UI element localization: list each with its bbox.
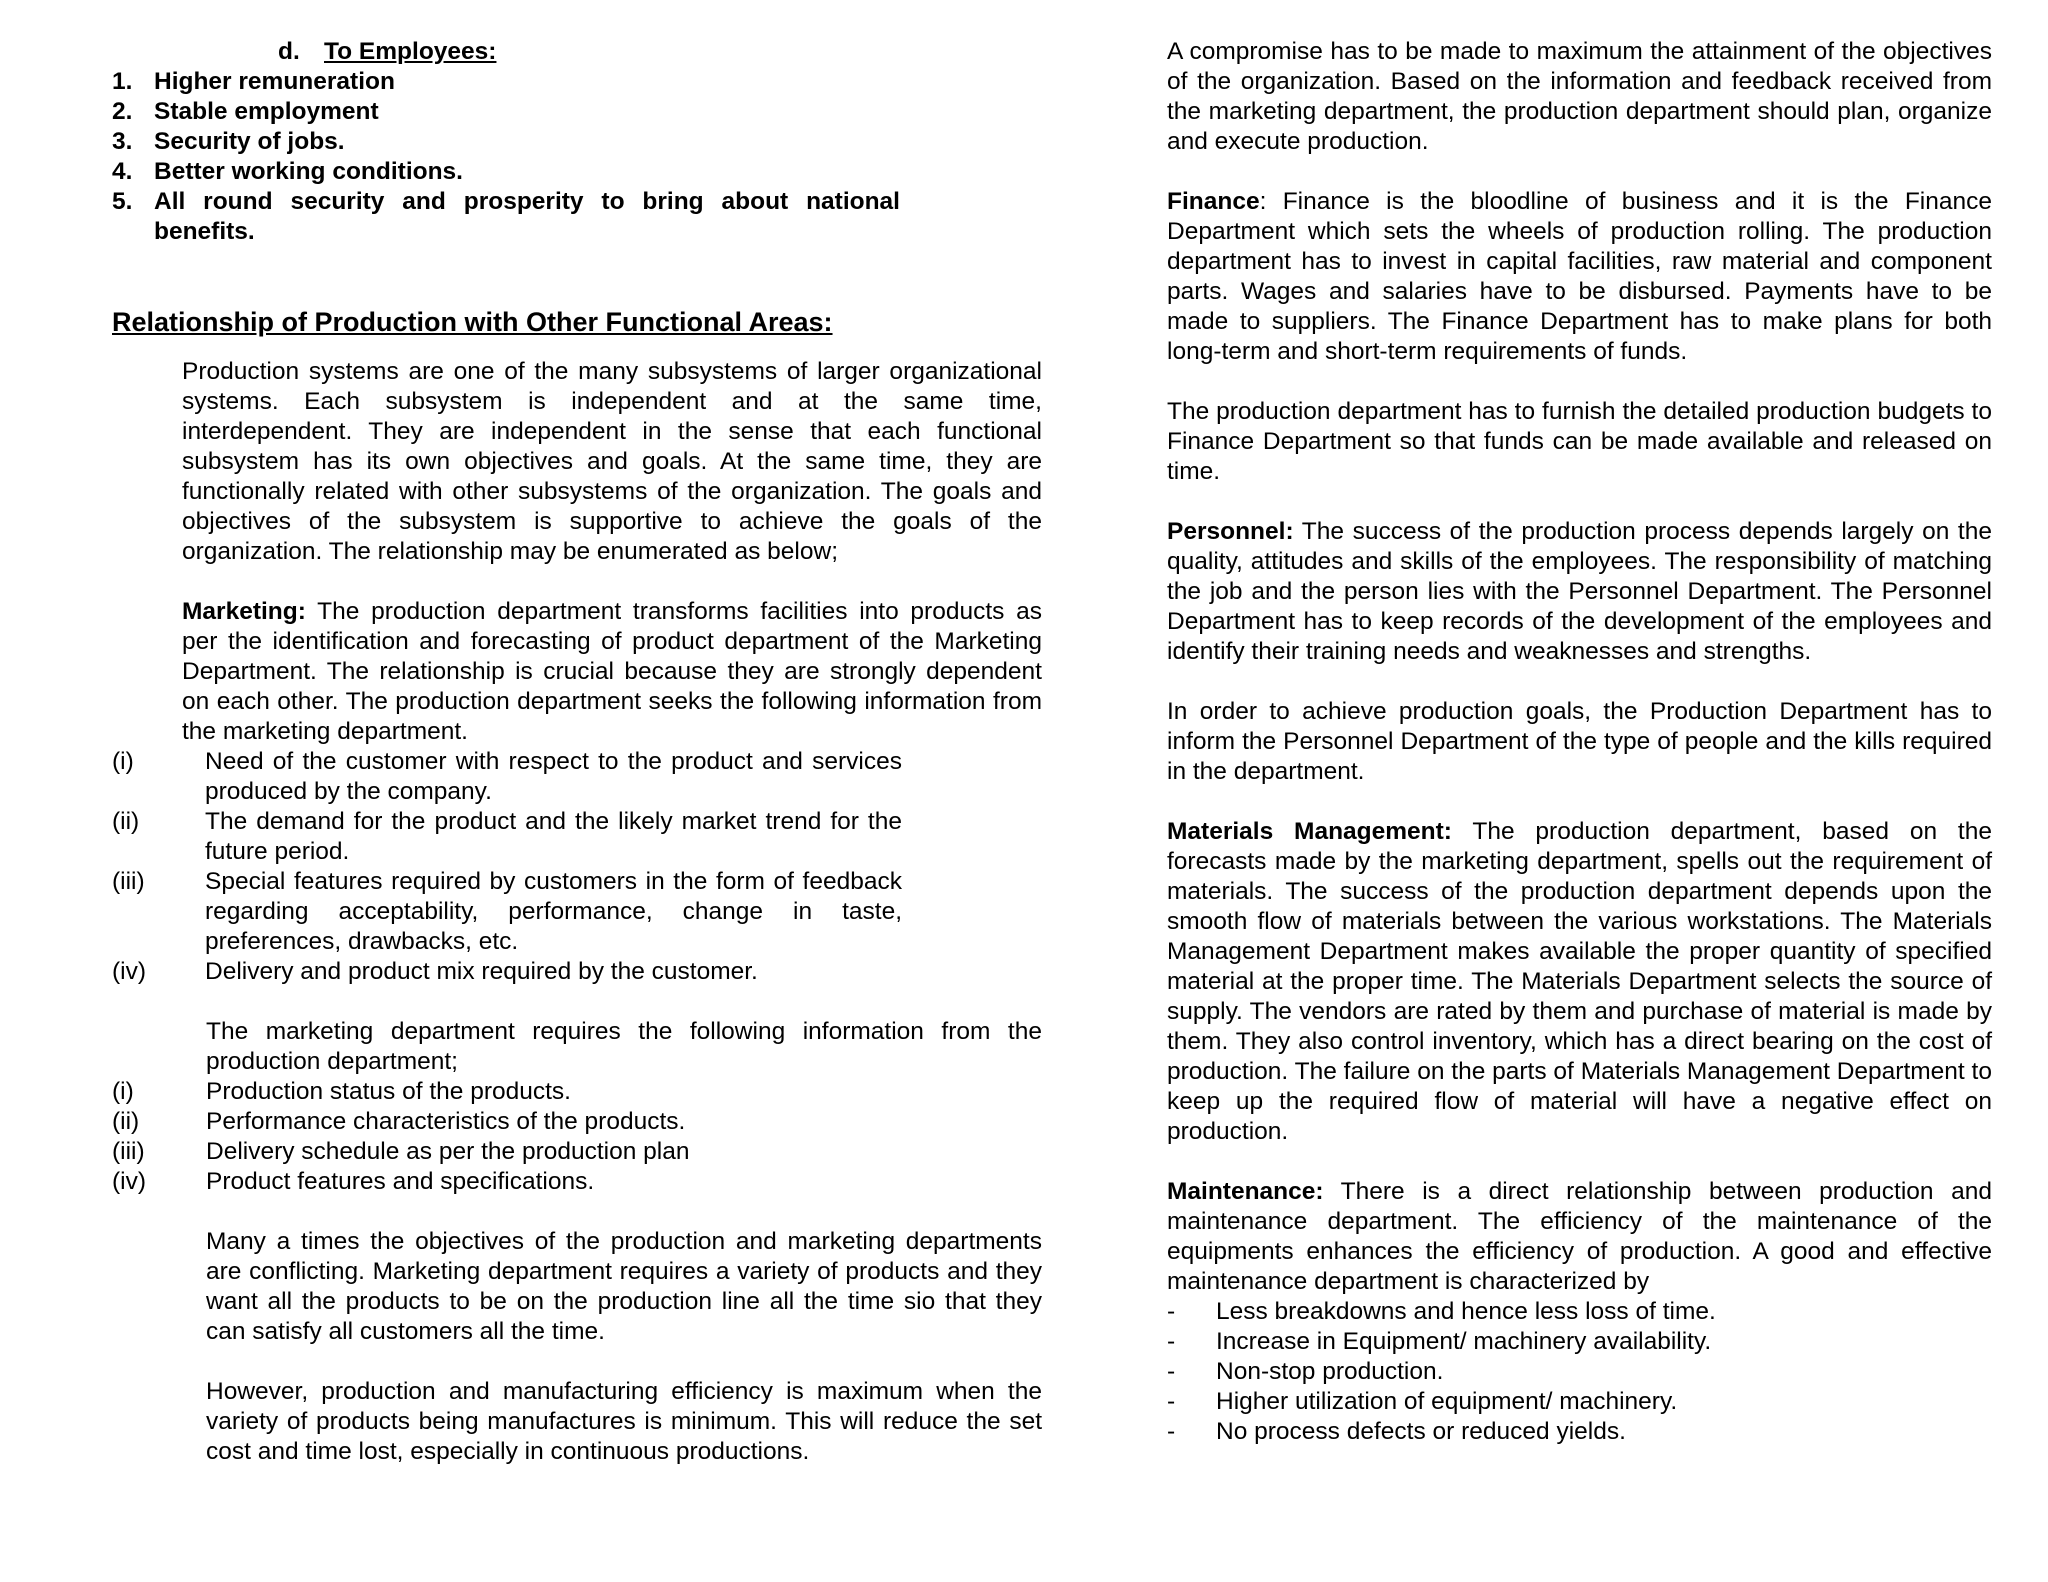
item-number: (iii) <box>112 1138 145 1165</box>
item-number: 3. <box>112 128 133 155</box>
item-text: Increase in Equipment/ machinery availability. <box>1216 1328 1712 1355</box>
left-column <box>112 37 1042 1467</box>
list-item <box>112 1137 898 1167</box>
list-item <box>112 957 902 987</box>
list-item <box>1167 1327 1992 1357</box>
personnel-goals-paragraph: In order to achieve production goals, the Production Department has to inform the Personnel Department of the type of people and the kills required in the department. <box>1167 698 1992 785</box>
item-text: Special features required by customers in the form of feedback regarding acceptability, performance, change in taste, preferences, drawbacks, etc. <box>205 868 902 955</box>
employees-heading <box>278 37 1042 67</box>
list-item <box>1167 1297 1992 1327</box>
item-number: 5. <box>112 188 133 215</box>
personnel-paragraph <box>1167 517 1992 667</box>
item-number: (iv) <box>112 958 147 985</box>
list-item <box>1167 1357 1992 1387</box>
materials-label: Materials Management: <box>1167 818 1452 845</box>
maintenance-text: There is a direct relationship between production and maintenance department. The efficiency of the maintenance of the equipments enhances the efficiency of production. A good and effective maintenance department is characterized by <box>1167 1178 1992 1295</box>
marketing-text: The production department transforms facilities into products as per the identification and forecasting of product department of the Marketing Department. The relationship is crucial because they are strongly dependent on each other. The production department seeks the following information from the marketing department. <box>182 598 1042 745</box>
section-heading: Relationship of Production with Other Functional Areas: <box>112 307 833 337</box>
marketing-requires-block <box>206 1017 1042 1077</box>
item-text: Product features and specifications. <box>206 1168 595 1195</box>
marketing-requires-paragraph: The marketing department requires the following information from the production department; <box>206 1018 1042 1075</box>
however-paragraph: However, production and manufacturing efficiency is maximum when the variety of products being manufactures is minimum. This will reduce the set cost and time lost, especially in continuous productions. <box>206 1378 1042 1465</box>
finance-label: Finance <box>1167 188 1260 215</box>
marketing-label: Marketing: <box>182 598 306 625</box>
compromise-paragraph: A compromise has to be made to maximum the attainment of the objectives of the organization. Based on the information and feedback received from the marketing department, the production department should plan, organize and execute production. <box>1167 38 1992 155</box>
item-text: Better working conditions. <box>154 158 463 185</box>
item-text: Higher remuneration <box>154 68 395 95</box>
intro-paragraph: Production systems are one of the many subsystems of larger organizational systems. Each subsystem is independent and at the same time, interdependent. They are independent in the sense that each functional subsystem has its own objectives and goals. At the same time, they are functionally related with other subsystems of the organization. The goals and objectives of the subsystem is supportive to achieve the goals of the organization. The relationship may be enumerated as below; <box>182 358 1042 565</box>
item-dash: - <box>1167 1388 1176 1415</box>
item-dash: - <box>1167 1298 1176 1325</box>
item-number: (iv) <box>112 1168 147 1195</box>
item-dash: - <box>1167 1328 1176 1355</box>
list-item <box>112 67 900 97</box>
item-number: (i) <box>112 748 134 775</box>
item-text: Stable employment <box>154 98 379 125</box>
conflict-paragraph: Many a times the objectives of the production and marketing departments are conflicting. Marketing department requires a variety of products and they want all the products to be on the production line all the time sio that they can satisfy all customers all the time. <box>206 1228 1042 1345</box>
item-number: 4. <box>112 158 133 185</box>
item-text: Performance characteristics of the products. <box>206 1108 686 1135</box>
personnel-text: The success of the production process depends largely on the quality, attitudes and skills of the employees. The responsibility of matching the job and the person lies with the Personnel Department. The Personnel Department has to keep records of the development of the employees and identify their training needs and weaknesses and strengths. <box>1167 518 1992 665</box>
list-item <box>112 1077 898 1107</box>
maintenance-label: Maintenance: <box>1167 1178 1324 1205</box>
item-text: Security of jobs. <box>154 128 345 155</box>
list-item <box>112 867 902 957</box>
right-column <box>1167 37 1992 1447</box>
materials-paragraph <box>1167 817 1992 1147</box>
item-number: (ii) <box>112 808 140 835</box>
item-text: Less breakdowns and hence less loss of time. <box>1216 1298 1716 1325</box>
item-text: Non-stop production. <box>1216 1358 1444 1385</box>
marketing-requires-list <box>112 1077 898 1197</box>
item-text: Production status of the products. <box>206 1078 571 1105</box>
list-item <box>112 1167 898 1197</box>
list-item <box>1167 1417 1992 1447</box>
list-item <box>112 747 902 807</box>
item-text: Need of the customer with respect to the product and services produced by the company. <box>205 748 902 805</box>
list-item <box>112 807 902 867</box>
marketing-needs-list <box>112 747 902 987</box>
item-text: The demand for the product and the likely market trend for the future period. <box>205 808 902 865</box>
item-dash: - <box>1167 1358 1176 1385</box>
item-text: No process defects or reduced yields. <box>1216 1418 1626 1445</box>
list-item <box>1167 1387 1992 1417</box>
item-text: Delivery and product mix required by the customer. <box>205 958 758 985</box>
item-text: Delivery schedule as per the production plan <box>206 1138 690 1165</box>
list-item <box>112 97 900 127</box>
employees-title: To Employees: <box>324 38 497 65</box>
item-number: 1. <box>112 68 133 95</box>
relationship-block <box>182 357 1042 747</box>
item-dash: - <box>1167 1418 1176 1445</box>
item-number: 2. <box>112 98 133 125</box>
item-text: All round security and prosperity to bring about national benefits. <box>154 188 900 245</box>
list-item <box>112 127 900 157</box>
employees-marker: d. <box>278 38 300 65</box>
employees-list <box>112 67 900 247</box>
materials-text: The production department, based on the forecasts made by the marketing department, spells out the requirement of materials. The success of the production department depends upon the smooth flow of materials between the various workstations. The Materials Management Department makes available the proper quantity of specified material at the proper time. The Materials Department selects the source of supply. The vendors are rated by them and purchase of material is made by them. They also control inventory, which has a direct bearing on the cost of production. The failure on the parts of Materials Management Department to keep up the required flow of material will have a negative effect on production. <box>1167 818 1992 1145</box>
list-item <box>112 157 900 187</box>
list-item <box>112 1107 898 1137</box>
finance-text: : Finance is the bloodline of business and it is the Finance Department which sets the wheels of production rolling. The production department has to invest in capital facilities, raw material and component parts. Wages and salaries have to be disbursed. Payments have to be made to suppliers. The Finance Department has to make plans for both long-term and short-term requirements of funds. <box>1167 188 1992 365</box>
marketing-paragraph <box>182 597 1042 747</box>
item-number: (ii) <box>112 1108 140 1135</box>
finance-paragraph <box>1167 187 1992 367</box>
maintenance-paragraph <box>1167 1177 1992 1297</box>
item-text: Higher utilization of equipment/ machinery. <box>1216 1388 1678 1415</box>
item-number: (iii) <box>112 868 145 895</box>
item-number: (i) <box>112 1078 134 1105</box>
conflict-block <box>206 1227 1042 1467</box>
personnel-label: Personnel: <box>1167 518 1294 545</box>
list-item <box>112 187 900 247</box>
finance-budget-paragraph: The production department has to furnish the detailed production budgets to Finance Department so that funds can be made available and released on time. <box>1167 398 1992 485</box>
maintenance-list <box>1167 1297 1992 1447</box>
